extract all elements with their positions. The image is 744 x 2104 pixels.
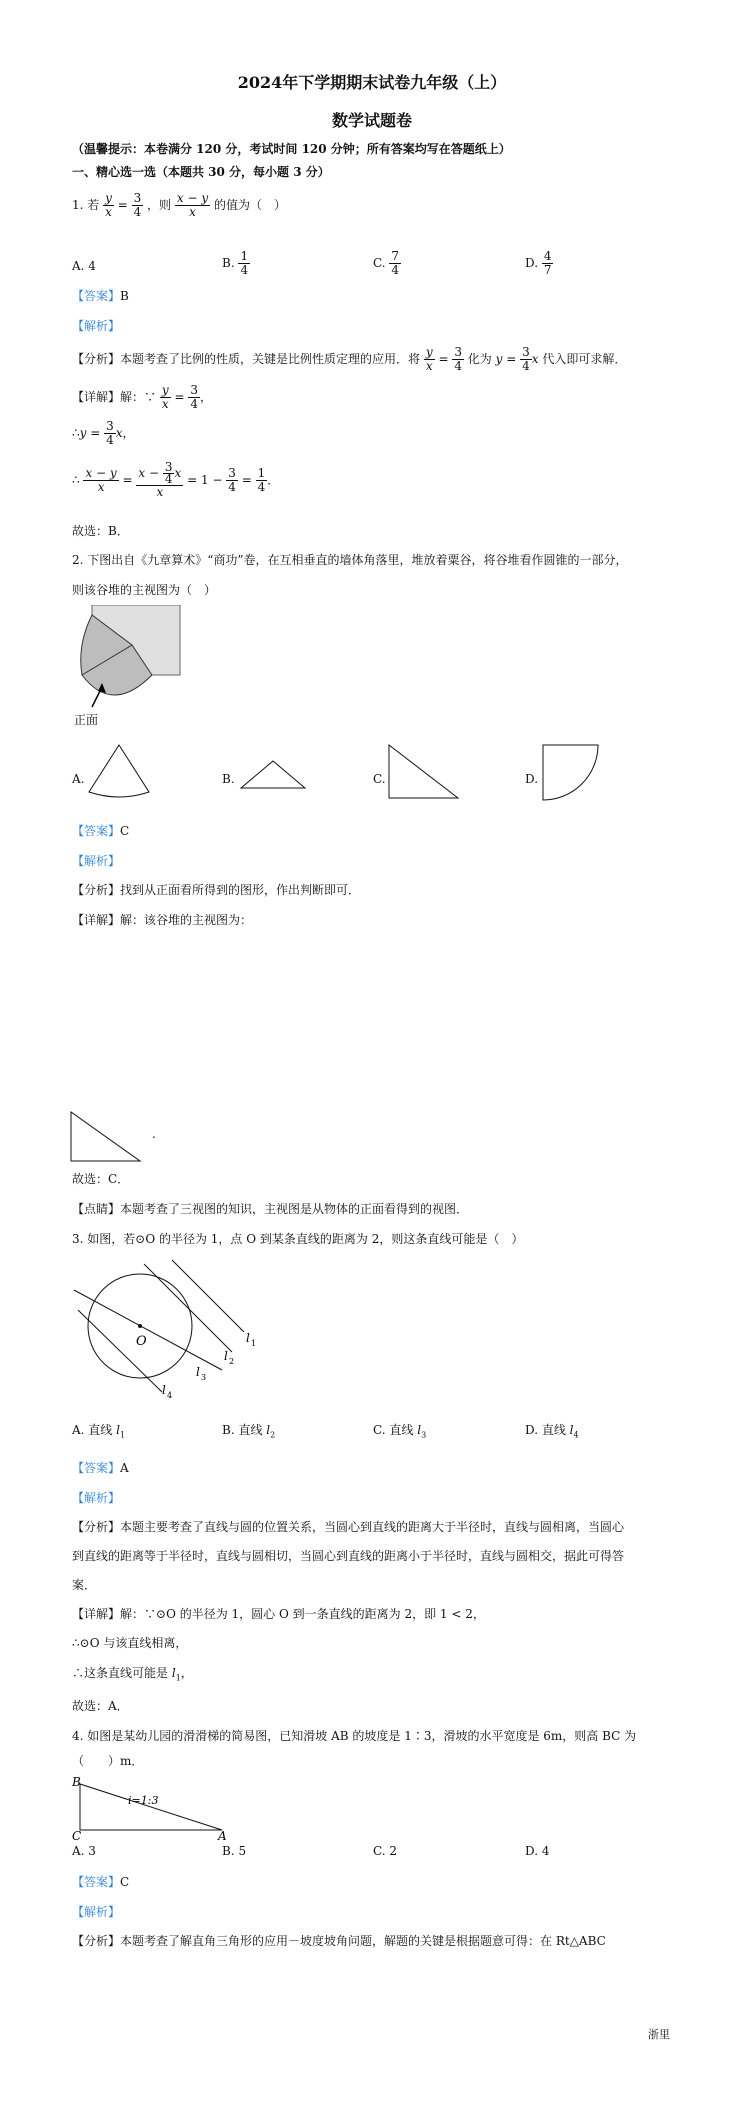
q3-option-d-label: D. 直线 [525,1423,566,1437]
q2-analysis-tag: 【分析】 [72,883,121,897]
q1-stem-pre: 1. 若 [72,198,100,212]
q2-detail-tag: 【详解】 [72,913,121,927]
q1-option-d-label: D. [525,256,539,270]
q3-detail-tag: 【详解】 [72,1607,121,1621]
q3-detail [72,1605,485,1622]
q4-label-a: A [218,1829,227,1840]
q2-answer-tag: 【答案】 [72,824,121,838]
q3-answer-value: A [120,1461,129,1475]
q4-label-c: C [72,1829,82,1840]
q3-answer-tag: 【答案】 [72,1461,121,1475]
q3-option-a-label: A. 直线 [72,1423,113,1437]
q2-option-a-shape [86,742,152,804]
q1-stem-post: 的值为（ ） [213,198,286,212]
section-heading: 一、精心选一选（本题共 30 分，每小题 3 分） [72,165,330,179]
q1-detail: 【详解】解：∵ $\frac{y}{x}$ = $\frac{3}{4}$ ， [72,383,212,411]
q4-jiexi: 【解析】 [72,1905,121,1919]
q4-answer [72,1873,129,1890]
q3-analysis-text-1: 本题主要考查了直线与圆的位置关系，当圆心到直线的距离大于半径时，直线与圆相离，当圆心 [120,1520,625,1534]
q2-option-c-shape [386,742,462,802]
q2-answer [72,822,129,839]
q2-answer-value: C [120,824,130,838]
q1-jiexi: 【解析】 [72,319,121,333]
q1-detail-tag: 【详解】 [72,390,121,404]
q2-analysis-text: 找到从正面看所得到的图形，作出判断即可． [120,883,361,897]
q3-label-l4: l [162,1383,166,1397]
q4-answer-tag: 【答案】 [72,1875,121,1889]
q1-step2: ∴y = $\frac{3}{4}$ x， [72,419,135,447]
q1-frac-y-over-x: $\frac{y}{x}$ [105,191,112,219]
q1-step3-mid: = 1 − [187,473,223,487]
q1-stem: 1. 若 $\frac{y}{x}$ = $\frac{3}{4}$ ，则 $\frac{x - y}{x}$ 的值为（ ） [72,191,286,219]
q1-answer-value: B [120,289,129,303]
exam-title: 2024年下学期期末试卷九年级（上） [237,73,507,92]
q3-analysis-tag: 【分析】 [72,1520,121,1534]
q2-option-c-label: C. [373,772,386,786]
q1-frac-3-4: $\frac{3}{4}$ [133,191,142,219]
q3-step2: ∴⊙O 与该直线相离， [72,1636,188,1650]
q2-jiexi: 【解析】 [72,854,121,868]
q3-label-l3-sub: 3 [201,1373,207,1382]
q1-analysis-pre: 本题考查了比例的性质，关键是比例性质定理的应用．将 [120,352,421,366]
q1-step2-therefore: ∴ [72,426,80,440]
q1-analysis-tag: 【分析】 [72,352,121,366]
q1-analysis-post: 代入即可求解． [542,352,627,366]
q3-option-b-label: B. 直线 [222,1423,263,1437]
q1-step3-therefore: ∴ [72,473,80,487]
q1-conclusion: 故选：B． [72,524,129,538]
q2-detail-text: 解：该谷堆的主视图为： [120,913,253,927]
q3-step3: ∴这条直线可能是 $l_1$， [72,1666,193,1683]
q1-analysis: 【分析】本题考查了比例的性质，关键是比例性质定理的应用．将 $\frac{y}{x}$ = $\frac{3}{4}$ 化为 y = $\frac{3}{4}$ x 代入即可求解． [72,345,627,373]
q1-option-a: A. 4 [72,259,96,273]
q2-option-a-label: A. [72,772,85,786]
q4-option-b: B. 5 [222,1844,247,1858]
q1-option-c: C. $\frac{7}{4}$ [373,249,400,277]
q3-analysis-line1 [72,1518,624,1535]
q3-conclusion: 故选：A． [72,1699,129,1713]
q4-stem-line2: （ ）m． [72,1754,144,1768]
q3-label-o: O [136,1334,147,1349]
q3-option-a: A. 直线 $l_1$ [72,1423,126,1440]
q1-step3: ∴ $\frac{x - y}{x}$ = x − $\frac{3}{4}$ x x = 1 − $\frac{3}{4}$ = $\frac{1}{4}$ ． [72,460,280,499]
q3-option-c: C. 直线 $l_3$ [373,1423,427,1440]
q2-option-b-label: B. [222,772,235,786]
q2-option-d-shape [540,742,602,804]
exam-notice: （温馨提示：本卷满分 120 分，考试时间 120 分钟；所有答案均写在答题纸上） [72,142,511,156]
q1-detail-text: 解：∵ [120,390,157,404]
q3-label-l2-sub: 2 [229,1357,235,1366]
q1-option-b: B. $\frac{1}{4}$ [222,249,249,277]
q2-detail [72,911,252,928]
q1-option-d: D. $\frac{4}{7}$ [525,249,552,277]
q2-dianjing-text: 本题考查了三视图的知识，主视图是从物体的正面看得到的视图． [120,1202,469,1216]
q2-dianjing [72,1200,468,1217]
q1-option-b-label: B. [222,256,235,270]
q2-front-label: 正面 [74,713,99,727]
q4-analysis-text: 本题考查了解直角三角形的应用－坡度坡角问题，解题的关键是根据题意可得：在 Rt△ABC [120,1934,606,1948]
q2-stem-line1: 2. 下图出自《九章算术》“商功”卷，在互相垂直的墙体角落里，堆放着粟谷，将谷堆看作圆锥的一部分， [72,553,628,567]
q2-answer-dot: . [152,1127,156,1141]
q4-label-slope: i=1:3 [128,1794,159,1807]
q3-option-d: D. 直线 $l_4$ [525,1423,579,1440]
q1-analysis-mid: 化为 [467,352,492,366]
q3-label-l2: l [224,1349,228,1363]
q1-stem-mid: ，则 [147,198,172,212]
q1-frac-target: $\frac{x - y}{x}$ [176,191,209,219]
q2-option-b-shape [238,758,308,794]
q4-analysis [72,1932,606,1949]
footer-label: 浙里 [648,2028,670,2041]
q2-dianjing-tag: 【点睛】 [72,1202,121,1216]
q4-label-b: B [72,1775,81,1789]
q3-figure-circle-lines [72,1258,272,1398]
q4-analysis-tag: 【分析】 [72,1934,121,1948]
q3-analysis-line2: 到直线的距离等于半径时，直线与圆相切，当圆心到直线的距离小于半径时，直线与圆相交，据此可得答 [72,1549,625,1563]
q1-answer-tag: 【答案】 [72,289,121,303]
q1-option-c-label: C. [373,256,386,270]
q2-stem-line2: 则该谷堆的主视图为（ ） [72,583,217,597]
q3-option-c-label: C. 直线 [373,1423,414,1437]
q1-answer [72,287,129,304]
q2-answer-triangle [68,1109,148,1165]
q4-option-a: A. 3 [72,1844,96,1858]
q3-label-l3: l [196,1365,200,1379]
q2-analysis [72,881,360,898]
q3-answer [72,1459,129,1476]
q4-option-c: C. 2 [373,1844,398,1858]
q3-label-l1-sub: 1 [251,1339,257,1348]
q3-analysis-line3: 案． [72,1578,97,1592]
q3-detail-text: 解：∵⊙O 的半径为 1，圆心 O 到一条直线的距离为 2，即 1 < 2， [120,1607,485,1621]
q3-label-l1: l [246,1331,250,1345]
q4-answer-value: C [120,1875,130,1889]
q3-step3-text: ∴这条直线可能是 [72,1666,169,1680]
q3-label-l4-sub: 4 [167,1391,173,1398]
q4-option-d: D. 4 [525,1844,550,1858]
exam-subtitle: 数学试题卷 [331,111,412,130]
q2-conclusion: 故选：C． [72,1172,130,1186]
q2-option-d-label: D. [525,772,539,786]
q4-figure-slide [70,1774,240,1840]
q3-jiexi: 【解析】 [72,1491,121,1505]
q4-stem-line1: 4. 如图是某幼儿园的滑滑梯的简易图，已知滑坡 AB 的坡度是 1∶3，滑坡的水平宽度是 6m，则高 BC 为 [72,1729,637,1743]
q2-figure-grain-pile [72,605,182,725]
q3-stem: 3. 如图，若⊙O 的半径为 1，点 O 到某条直线的距离为 2，则这条直线可能是（ ） [72,1232,524,1246]
q3-option-b: B. 直线 $l_2$ [222,1423,276,1440]
